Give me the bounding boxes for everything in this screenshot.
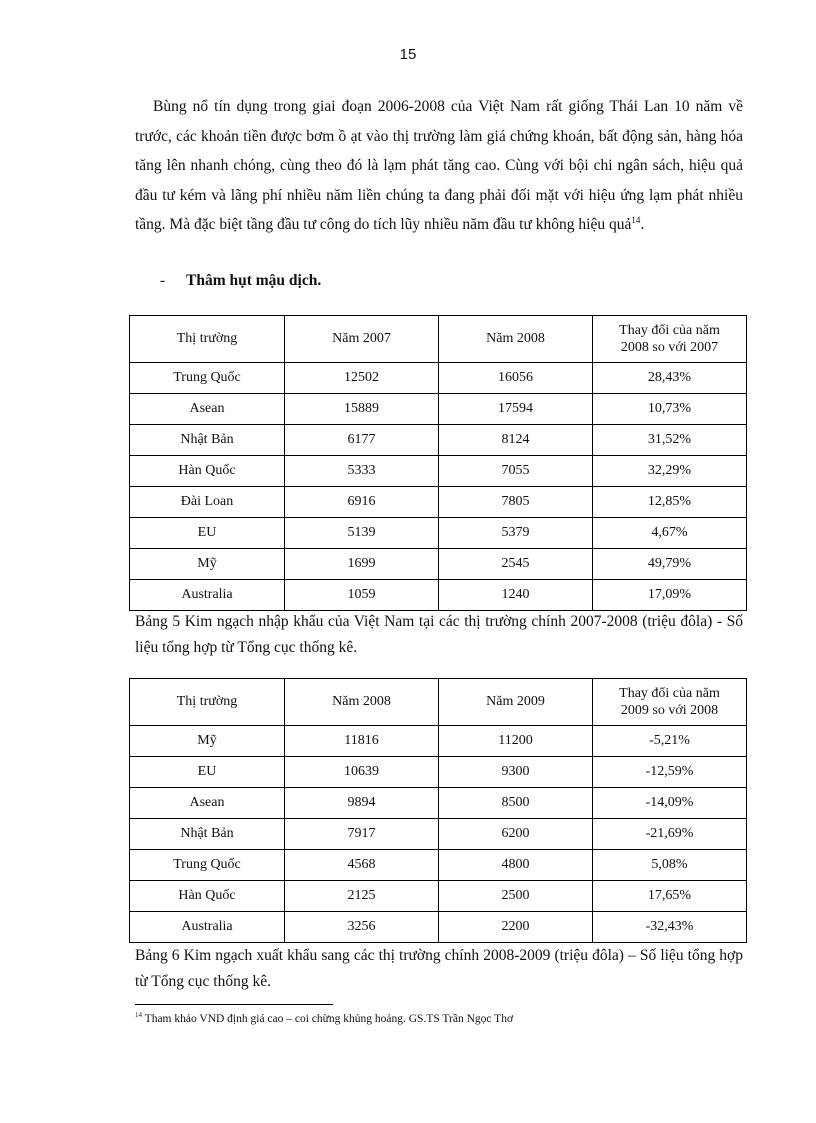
table-cell: 31,52% [593, 425, 747, 456]
table-cell: EU [130, 518, 285, 549]
table-cell: 2545 [439, 549, 593, 580]
table-cell: 10,73% [593, 394, 747, 425]
table-cell: 6177 [285, 425, 439, 456]
table-row [130, 456, 747, 487]
table-cell: 2125 [285, 881, 439, 912]
table-row [130, 425, 747, 456]
table-cell: 7055 [439, 456, 593, 487]
import-table [129, 315, 747, 611]
table-row [130, 394, 747, 425]
footnote-text: Tham khảo VND định giá cao – coi chừng khủng hoảng. GS.TS Trần Ngọc Thơ [142, 1012, 514, 1025]
table-cell: 6200 [439, 819, 593, 850]
table-cell: Australia [130, 580, 285, 611]
table-cell: Asean [130, 788, 285, 819]
table-cell: 5379 [439, 518, 593, 549]
table-cell: 17594 [439, 394, 593, 425]
table-cell: 5,08% [593, 850, 747, 881]
column-header: Thị trường [130, 679, 285, 726]
table-row [130, 580, 747, 611]
table-cell: 2200 [439, 912, 593, 943]
table-cell: 3256 [285, 912, 439, 943]
table-cell: 28,43% [593, 363, 747, 394]
column-header [593, 679, 747, 726]
table-cell: 16056 [439, 363, 593, 394]
heading-bullet: - [160, 272, 166, 289]
table-cell: 2500 [439, 881, 593, 912]
table-header-row [130, 316, 747, 363]
table-cell: 7805 [439, 487, 593, 518]
table-cell: 8500 [439, 788, 593, 819]
table-row [130, 881, 747, 912]
table-cell: 49,79% [593, 549, 747, 580]
footnote-divider [135, 1004, 333, 1005]
table-cell: 17,65% [593, 881, 747, 912]
table-cell: 1240 [439, 580, 593, 611]
table-cell: 17,09% [593, 580, 747, 611]
table-row [130, 549, 747, 580]
table-cell: 15889 [285, 394, 439, 425]
column-header-line: Thay đổi của năm [619, 686, 720, 701]
column-header-line: Thay đổi của năm [619, 323, 720, 338]
table-cell: Hàn Quốc [130, 456, 285, 487]
column-header [593, 316, 747, 363]
column-header: Năm 2009 [439, 679, 593, 726]
table-row [130, 726, 747, 757]
table-cell: 7917 [285, 819, 439, 850]
table-cell: Mỹ [130, 549, 285, 580]
table-cell: 12,85% [593, 487, 747, 518]
table-caption: Bảng 5 Kim ngạch nhập khẩu của Việt Nam tại các thị trường chính 2007-2008 (triệu đôla) - Số liệu tổng hợp từ Tổng cục thống kê. [135, 613, 743, 656]
table-cell: 1699 [285, 549, 439, 580]
paragraph-end: . [640, 216, 645, 233]
column-header-line: 2009 so với 2008 [620, 703, 719, 718]
table-cell: 4800 [439, 850, 593, 881]
table-row [130, 487, 747, 518]
table-cell: 12502 [285, 363, 439, 394]
export-table [129, 678, 747, 943]
table-row [130, 819, 747, 850]
table-cell: 10639 [285, 757, 439, 788]
table-cell: 9300 [439, 757, 593, 788]
table-cell: 8124 [439, 425, 593, 456]
footnote-reference: 14 [631, 214, 641, 225]
table-cell: -32,43% [593, 912, 747, 943]
table-caption: Bảng 6 Kim ngạch xuất khẩu sang các thị trường chính 2008-2009 (triệu đôla) – Số liệu tổng hợp từ Tổng cục thống kê. [135, 947, 743, 990]
table-cell: Australia [130, 912, 285, 943]
table-cell: Nhật Bản [130, 819, 285, 850]
column-header: Năm 2008 [285, 679, 439, 726]
table-row [130, 363, 747, 394]
table-cell: 4568 [285, 850, 439, 881]
page-number: 15 [399, 46, 417, 63]
table-cell: 5333 [285, 456, 439, 487]
column-header-line: 2008 so với 2007 [620, 340, 719, 355]
column-header: Năm 2008 [439, 316, 593, 363]
table-cell: 11200 [439, 726, 593, 757]
body-paragraph [135, 92, 743, 240]
table-cell: EU [130, 757, 285, 788]
column-header: Năm 2007 [285, 316, 439, 363]
heading-text: Thâm hụt mậu dịch. [186, 272, 322, 289]
table-cell: Nhật Bản [130, 425, 285, 456]
table-cell: 5139 [285, 518, 439, 549]
table-cell: 1059 [285, 580, 439, 611]
table-row [130, 912, 747, 943]
table-cell: -21,69% [593, 819, 747, 850]
table-cell: 32,29% [593, 456, 747, 487]
table-cell: -5,21% [593, 726, 747, 757]
footnote-number: 14 [135, 1011, 142, 1019]
table-cell: Asean [130, 394, 285, 425]
table-cell: Trung Quốc [130, 850, 285, 881]
table-cell: 6916 [285, 487, 439, 518]
table-cell: 9894 [285, 788, 439, 819]
section-heading [160, 272, 321, 290]
table-cell: Đài Loan [130, 487, 285, 518]
paragraph-text: Bùng nổ tín dụng trong giai đoạn 2006-2008 của Việt Nam rất giống Thái Lan 10 năm về trước, các khoản tiền được bơm ồ ạt vào thị trường làm giá chứng khoán, bất động sản, hàng hóa tăng lên nhanh chóng, cùng theo đó là lạm phát tăng cao. Cùng với bội chi ngân sách, hiệu quả đầu tư kém và lãng phí nhiều năm liền chúng ta đang phải đối mặt với hiệu ứng lạm phát nhiều tầng. Mà đặc biệt tầng đầu tư công do tích lũy nhiều năm đầu tư không hiệu quả [135, 98, 743, 233]
column-header: Thị trường [130, 316, 285, 363]
table-cell: 4,67% [593, 518, 747, 549]
table-cell: -12,59% [593, 757, 747, 788]
table-row [130, 518, 747, 549]
table-cell: Hàn Quốc [130, 881, 285, 912]
table-header-row [130, 679, 747, 726]
table-cell: Trung Quốc [130, 363, 285, 394]
footnote [135, 1011, 513, 1025]
table-cell: -14,09% [593, 788, 747, 819]
table-row [130, 788, 747, 819]
table-row [130, 757, 747, 788]
table-cell: Mỹ [130, 726, 285, 757]
table-row [130, 850, 747, 881]
table-cell: 11816 [285, 726, 439, 757]
